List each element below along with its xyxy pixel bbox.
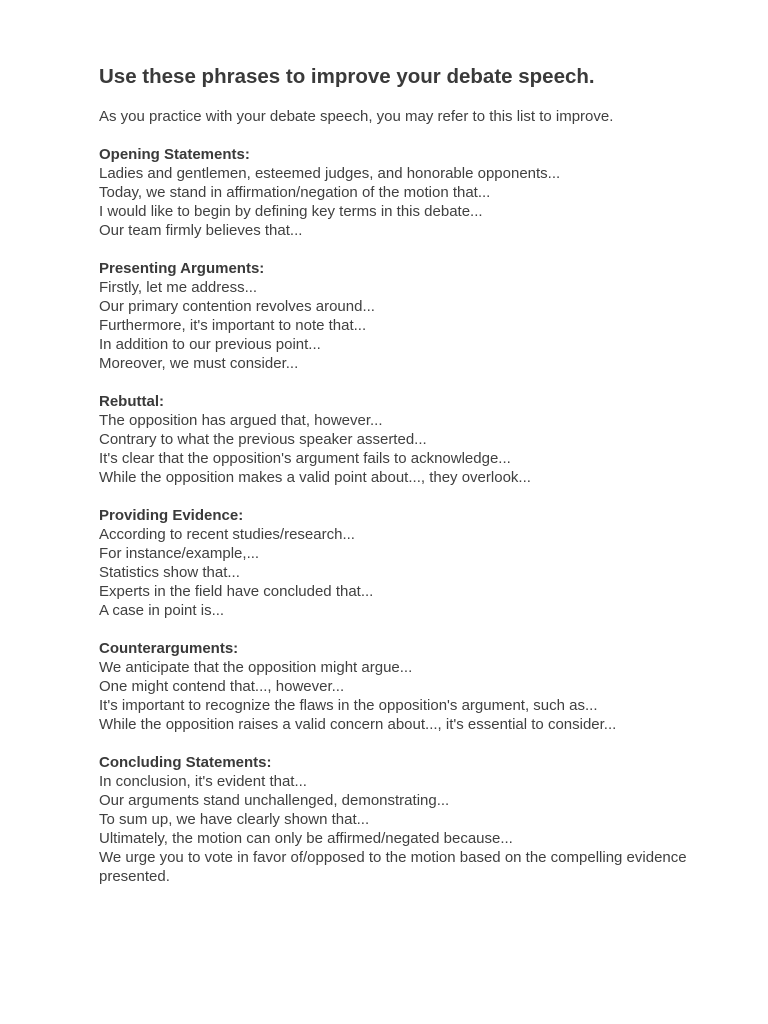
phrase-line: Ultimately, the motion can only be affirmed/negated because...: [99, 830, 513, 847]
phrase-section: [99, 392, 699, 487]
phrase-line: According to recent studies/research...: [99, 526, 355, 543]
section-heading: Opening Statements:: [99, 146, 250, 163]
phrase-section: [99, 506, 699, 620]
phrase-line: In conclusion, it's evident that...: [99, 773, 307, 790]
phrase-line: While the opposition raises a valid concern about..., it's essential to consider...: [99, 716, 617, 733]
phrase-sections: [99, 145, 699, 886]
phrase-line: Statistics show that...: [99, 564, 240, 581]
phrase-line: In addition to our previous point...: [99, 336, 321, 353]
section-heading: Presenting Arguments:: [99, 260, 265, 277]
phrase-section: [99, 753, 699, 886]
intro-paragraph: As you practice with your debate speech, you may refer to this list to improve.: [99, 108, 614, 125]
phrase-line: The opposition has argued that, however...: [99, 412, 383, 429]
phrase-line: Today, we stand in affirmation/negation of the motion that...: [99, 184, 491, 201]
phrase-section: [99, 259, 699, 373]
phrase-line: To sum up, we have clearly shown that...: [99, 811, 370, 828]
phrase-line: We anticipate that the opposition might argue...: [99, 659, 413, 676]
phrase-line: Furthermore, it's important to note that...: [99, 317, 367, 334]
phrase-line: Contrary to what the previous speaker asserted...: [99, 431, 427, 448]
section-heading: Concluding Statements:: [99, 754, 272, 771]
phrase-line: We urge you to vote in favor of/opposed to the motion based on the compelling evidence presented.: [99, 849, 687, 885]
phrase-line: For instance/example,...: [99, 545, 260, 562]
phrase-line: Experts in the field have concluded that...: [99, 583, 374, 600]
phrase-line: Our team firmly believes that...: [99, 222, 303, 239]
phrase-line: While the opposition makes a valid point about..., they overlook...: [99, 469, 531, 486]
phrase-line: Moreover, we must consider...: [99, 355, 299, 372]
section-heading: Rebuttal:: [99, 393, 164, 410]
phrase-line: Ladies and gentlemen, esteemed judges, and honorable opponents...: [99, 165, 561, 182]
phrase-line: Firstly, let me address...: [99, 279, 258, 296]
phrase-line: I would like to begin by defining key terms in this debate...: [99, 203, 483, 220]
phrase-line: Our primary contention revolves around...: [99, 298, 375, 315]
phrase-line: It's important to recognize the flaws in the opposition's argument, such as...: [99, 697, 598, 714]
phrase-line: It's clear that the opposition's argument fails to acknowledge...: [99, 450, 511, 467]
phrase-line: Our arguments stand unchallenged, demonstrating...: [99, 792, 450, 809]
phrase-section: [99, 145, 699, 240]
phrase-line: A case in point is...: [99, 602, 225, 619]
section-heading: Providing Evidence:: [99, 507, 244, 524]
document-title: Use these phrases to improve your debate speech.: [99, 65, 595, 88]
phrase-line: One might contend that..., however...: [99, 678, 345, 695]
section-heading: Counterarguments:: [99, 640, 239, 657]
phrase-section: [99, 639, 699, 734]
document-page: [99, 62, 699, 905]
